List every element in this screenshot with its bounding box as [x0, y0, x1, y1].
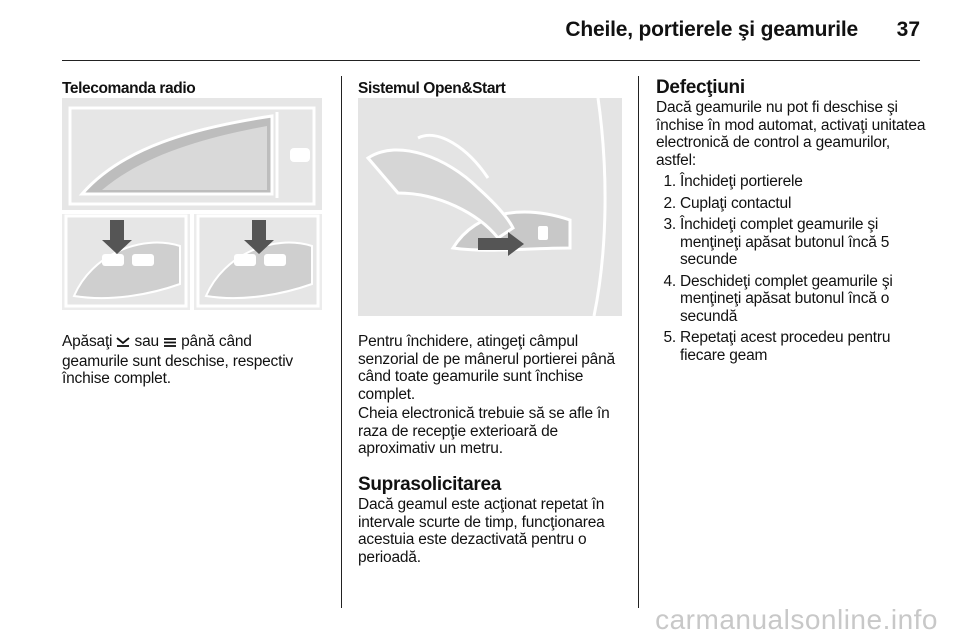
page-header-title: Cheile, portierele şi geamurile [565, 18, 858, 41]
list-item: 2. Cuplaţi contactul [663, 194, 792, 212]
figure-key-fob-lock [194, 214, 322, 310]
window-up-icon [163, 335, 177, 353]
section-title-malfunctions: Defecţiuni [656, 77, 745, 98]
overload-text: Dacă geamul este acţionat repetat în intervale scurte de timp, funcţionarea acestuia este dezactivată pentru o perioadă. [358, 496, 605, 566]
remote-instruction-rest: geamurile sunt deschise, respectiv închise complet. [62, 352, 293, 387]
page-number: 37 [896, 18, 920, 41]
malfunctions-intro: Dacă geamurile nu pot fi deschise şi închise în mod automat, activaţi unitatea electronică de control a geamurilor, astfel: [656, 99, 926, 169]
list-item: 4. Deschideţi complet geamurile şi menţineţi apăsat butonul încă o secundă [663, 272, 893, 325]
list-item: 5. Repetaţi acest procedeu pentru fiecare geam [663, 329, 891, 364]
section-title-remote: Telecomanda radio [62, 80, 196, 97]
figure-door-handle [358, 98, 622, 316]
remote-instruction-text [62, 333, 332, 388]
column-divider [638, 76, 639, 608]
remote-instruction-line1: Apăsaţi sau până când [62, 333, 332, 353]
open-start-para-2: Cheia electronică trebuie să se afle în raza de recepţie exterioară de aproximativ un metru. [358, 405, 610, 457]
section-title-overload: Suprasolicitarea [358, 474, 502, 495]
figure-key-fob-unlock [62, 214, 190, 310]
list-item: 1. Închideţi portierele [663, 173, 803, 190]
watermark: carmanualsonline.info [655, 604, 938, 635]
column-divider [341, 76, 342, 608]
header-rule [62, 60, 920, 61]
window-down-icon [116, 335, 130, 353]
list-item: 3. Închideţi complet geamurile şi menţineţi apăsat butonul încă 5 secunde [663, 216, 890, 268]
malfunctions-steps [656, 173, 926, 368]
figure-car-window [62, 98, 322, 210]
open-start-para-1: Pentru închidere, atingeţi câmpul senzorial de pe mânerul portierei până când toate geamurile sunt închise complet. [358, 333, 615, 403]
section-title-open-start: Sistemul Open&Start [358, 80, 506, 97]
